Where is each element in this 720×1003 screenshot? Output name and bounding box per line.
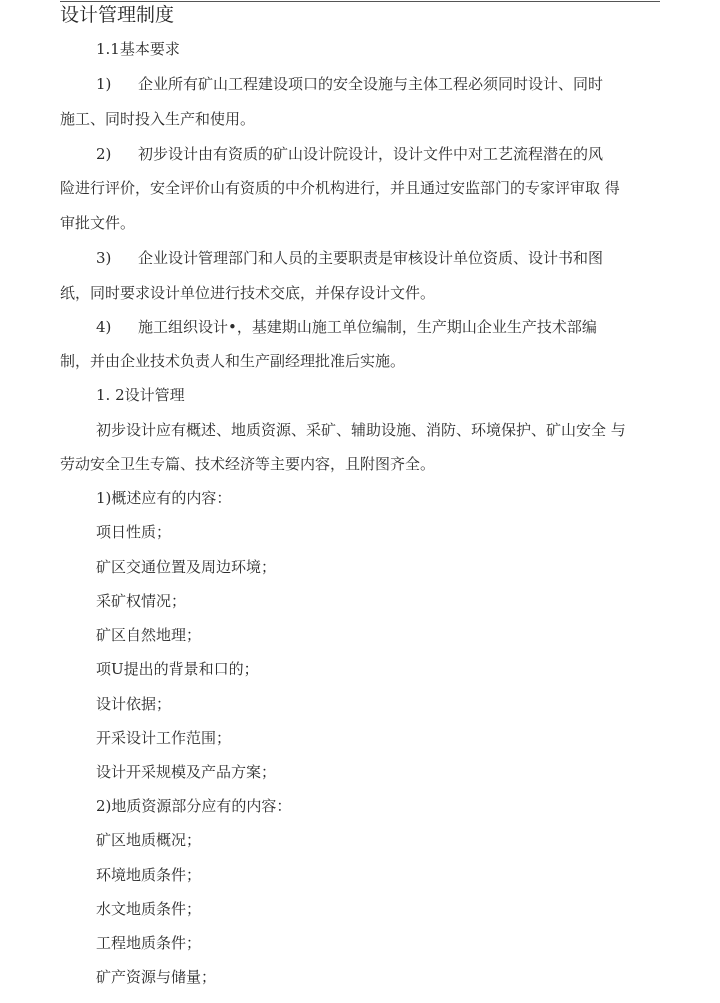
list-item: 矿产资源与储量； bbox=[96, 968, 217, 986]
section-heading-1-1: 1.1基本要求 bbox=[96, 40, 180, 58]
paragraph-line: 险进行评价，安全评价山有资质的中介机构进行，并且通过安监部门的专家评审取 得 bbox=[60, 179, 620, 197]
item-text: 企业设计管理部门和人员的主要职责是审核设计单位资质、设计书和图 bbox=[138, 249, 604, 267]
list-item: 矿区地质概况； bbox=[96, 831, 202, 849]
paragraph-line bbox=[96, 144, 603, 164]
paragraph-line bbox=[96, 74, 603, 94]
item-number: 2) bbox=[96, 145, 112, 163]
subsection-heading-geology: 2)地质资源部分应有的内容： bbox=[96, 797, 292, 815]
list-item: 水文地质条件； bbox=[96, 900, 202, 918]
item-text: 企业所有矿山工程建设项口的安全设施与主体工程必须同时设计、同时 bbox=[138, 75, 604, 93]
subsection-heading-overview: 1)概述应有的内容： bbox=[96, 489, 232, 507]
list-item: 工程地质条件； bbox=[96, 934, 202, 952]
list-item: 设计依据； bbox=[96, 695, 172, 713]
item-text: 施工组织设计•，基建期山施工单位编制，生产期山企业生产技术部编 bbox=[138, 318, 597, 336]
paragraph-line: 审批文件。 bbox=[60, 214, 136, 232]
item-number: 1) bbox=[96, 75, 112, 93]
paragraph-line: 劳动安全卫生专篇、技术经济等主要内容，且附图齐全。 bbox=[60, 455, 436, 473]
item-text: 初步设计由有资质的矿山设计院设计，设计文件中对工艺流程潜在的风 bbox=[138, 145, 604, 163]
list-item: 开采设计工作范围； bbox=[96, 729, 232, 747]
list-item: 项U提出的背景和口的； bbox=[96, 660, 259, 678]
list-item: 矿区自然地理； bbox=[96, 626, 202, 644]
list-item: 环境地质条件； bbox=[96, 866, 202, 884]
paragraph-line: 初步设计应有概述、地质资源、采矿、辅助设施、消防、环境保护、矿山安全 与 bbox=[96, 421, 626, 439]
item-number: 3) bbox=[96, 249, 112, 267]
list-item: 项日性质； bbox=[96, 523, 172, 541]
paragraph-line: 制，并由企业技术负责人和生产副经理批准后实施。 bbox=[60, 352, 406, 370]
list-item: 采矿权情况； bbox=[96, 592, 187, 610]
paragraph-line bbox=[96, 248, 603, 268]
paragraph-line: 纸，同时要求设计单位进行技术交底，并保存设计文件。 bbox=[60, 284, 436, 302]
paragraph-line bbox=[96, 317, 597, 337]
list-item: 设计开采规模及产品方案； bbox=[96, 763, 277, 781]
list-item: 矿区交通位置及周边环境； bbox=[96, 558, 277, 576]
section-heading-1-2: 1. 2设计管理 bbox=[96, 386, 185, 404]
paragraph-line: 施工、同时投入生产和使用。 bbox=[60, 110, 256, 128]
document-title: 设计管理制度 bbox=[60, 4, 175, 26]
item-number: 4) bbox=[96, 318, 112, 336]
